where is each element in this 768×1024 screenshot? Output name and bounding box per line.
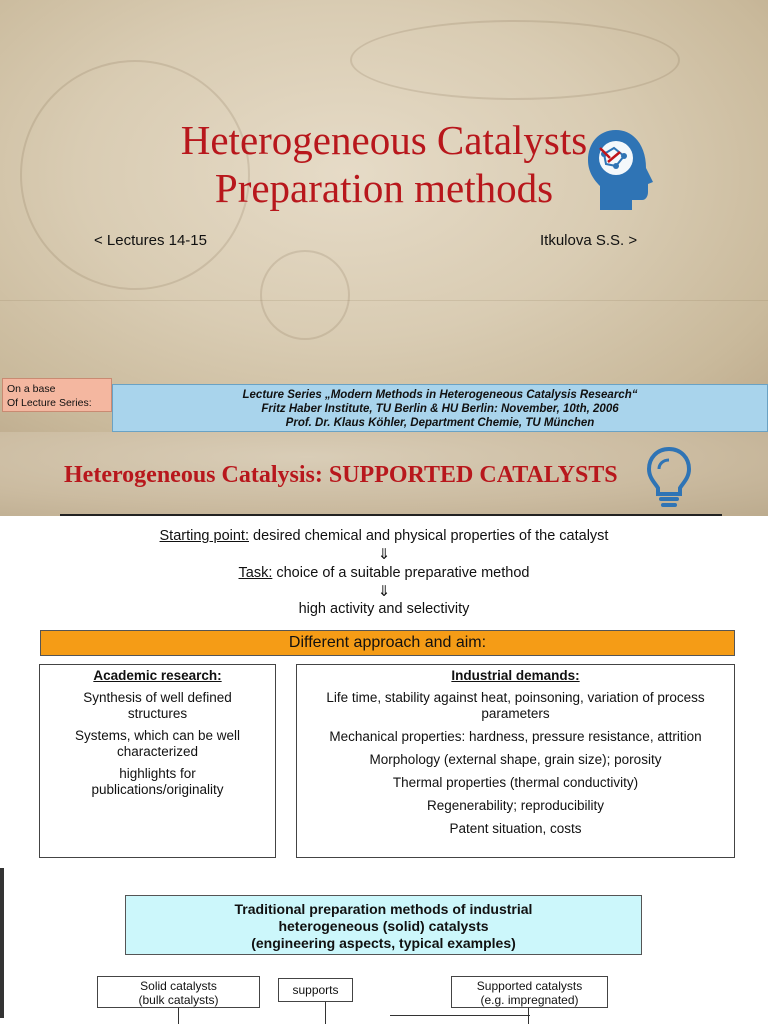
connector-line — [325, 1002, 326, 1024]
solid-catalysts-box — [97, 976, 260, 1008]
brain-head-icon — [586, 128, 654, 212]
series-line-1: Lecture Series „Modern Methods in Heterogeneous Catalysis Research“ — [242, 389, 638, 401]
industrial-heading: Industrial demands: — [451, 668, 580, 683]
industrial-item: Patent situation, costs — [449, 821, 582, 836]
industrial-demands-box — [296, 664, 735, 858]
down-arrow-icon: ⇓ — [377, 546, 391, 563]
title-line-2: Preparation methods — [214, 165, 554, 211]
lecture-series-box — [112, 384, 768, 432]
connector-line — [390, 1015, 530, 1016]
industrial-item: Regenerability; reproducibility — [426, 798, 605, 813]
base-note-line-1: On a base — [7, 383, 56, 395]
series-line-2: Fritz Haber Institute, TU Berlin & HU Berlin: November, 10th, 2006 — [261, 403, 619, 415]
supports-box: supports — [278, 978, 353, 1002]
solid-line-2: (bulk catalysts) — [138, 993, 219, 1007]
task-line — [0, 565, 768, 581]
result-line: high activity and selectivity — [298, 601, 470, 617]
academic-item: highlights for publications/originality — [91, 766, 224, 797]
methods-title-line-3: (engineering aspects, typical examples) — [251, 935, 516, 951]
starting-point-line — [0, 528, 768, 544]
supported-line-2: (e.g. impregnated) — [480, 993, 579, 1007]
preparation-methods-slide — [0, 860, 768, 1024]
task-text: choice of a suitable preparative method — [272, 565, 530, 581]
decorative-line — [0, 300, 768, 301]
task-label: Task: — [238, 565, 273, 581]
industrial-item: Mechanical properties: hardness, pressure resistance, attrition — [329, 729, 702, 744]
connector-line — [528, 1008, 529, 1024]
slide-header — [0, 432, 768, 516]
base-note-line-2: Of Lecture Series: — [7, 397, 92, 409]
decorative-airship — [350, 20, 680, 100]
solid-line-1: Solid catalysts — [140, 979, 217, 993]
methods-title-box — [125, 895, 642, 955]
slide-title: Heterogeneous Catalysis: SUPPORTED CATALYSTS — [64, 462, 618, 488]
title-line-1: Heterogeneous Catalysts — [180, 117, 588, 163]
approach-banner: Different approach and aim: — [40, 630, 735, 656]
academic-item: Systems, which can be well characterized — [74, 728, 241, 759]
decorative-ring — [260, 250, 350, 340]
industrial-item: Thermal properties (thermal conductivity) — [392, 775, 639, 790]
academic-item: Synthesis of well defined structures — [83, 690, 232, 721]
academic-heading: Academic research: — [93, 668, 222, 683]
industrial-item: Life time, stability against heat, poinsoning, variation of process parameters — [326, 690, 705, 721]
lightbulb-icon — [646, 446, 692, 510]
starting-point-label: Starting point: — [159, 528, 249, 544]
industrial-item: Morphology (external shape, grain size); porosity — [369, 752, 662, 767]
series-line-3: Prof. Dr. Klaus Köhler, Department Chemie, TU München — [285, 417, 595, 429]
lectures-label: < Lectures 14-15 — [94, 232, 207, 249]
academic-research-box — [39, 664, 276, 858]
supported-line-1: Supported catalysts — [476, 979, 583, 993]
base-note — [2, 378, 112, 412]
starting-point-text: desired chemical and physical properties of the catalyst — [249, 528, 609, 544]
down-arrow-icon: ⇓ — [377, 583, 391, 600]
supported-catalysts-slide — [0, 432, 768, 860]
supported-catalysts-box — [451, 976, 608, 1008]
author-label: Itkulova S.S. > — [540, 232, 638, 249]
title-slide — [0, 0, 768, 432]
slide-border — [0, 868, 4, 1018]
methods-title-line-2: heterogeneous (solid) catalysts — [278, 918, 489, 934]
methods-title-line-1: Traditional preparation methods of industrial — [234, 901, 533, 917]
connector-line — [178, 1008, 179, 1024]
